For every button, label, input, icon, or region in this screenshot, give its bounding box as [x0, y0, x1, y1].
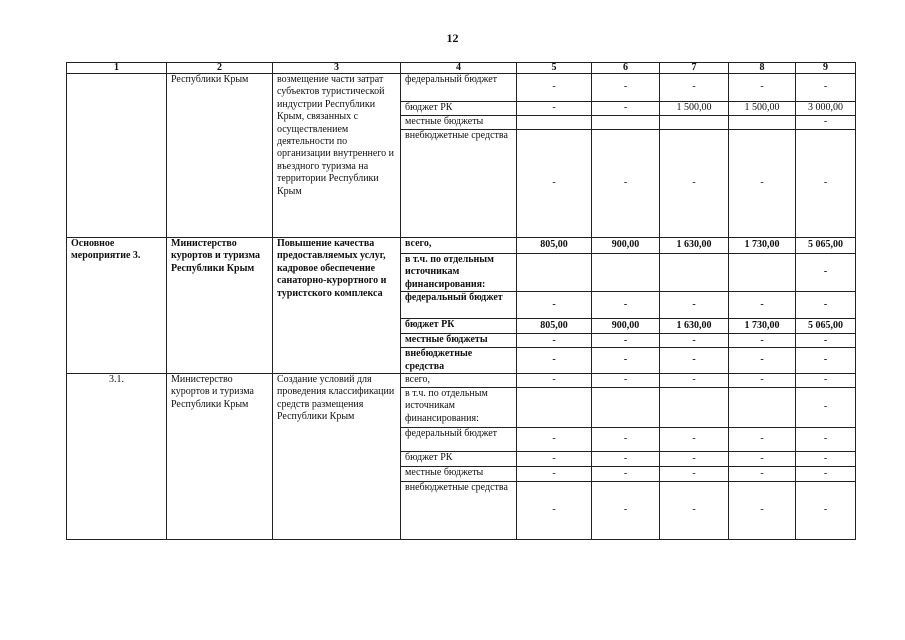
amount-cell: - [796, 292, 856, 319]
amount-cell [517, 254, 592, 292]
amount-cell: - [517, 482, 592, 540]
amount-cell: - [796, 348, 856, 374]
page-number: 12 [446, 31, 459, 45]
amount-cell: 805,00 [517, 319, 592, 334]
amount-cell: - [517, 130, 592, 238]
funding-source-cell: внебюджетные средства [401, 348, 517, 374]
measure-name-cell: возмещение части затрат субъектов туристической индустрии Республики Крым, связанных с осуществлением деятельности по организации внутреннего и въездного туризма на территории Республики Крым [273, 74, 401, 238]
amount-cell: - [660, 348, 729, 374]
amount-cell [592, 116, 660, 130]
amount-cell: - [517, 428, 592, 452]
amount-cell: - [517, 292, 592, 319]
amount-cell [660, 254, 729, 292]
table-row [67, 374, 856, 388]
amount-cell: 805,00 [517, 238, 592, 254]
amount-cell: - [592, 102, 660, 116]
amount-cell: - [660, 452, 729, 467]
amount-cell: - [592, 334, 660, 348]
measure-number-cell: Основное мероприятие 3. [67, 238, 167, 374]
amount-cell: - [592, 348, 660, 374]
amount-cell [592, 254, 660, 292]
amount-cell: 1 500,00 [729, 102, 796, 116]
amount-cell: 1 630,00 [660, 319, 729, 334]
table-row [67, 238, 856, 254]
table-body [67, 63, 856, 540]
amount-cell: - [729, 374, 796, 388]
funding-source-cell: федеральный бюджет [401, 292, 517, 319]
header-cell: 3 [273, 63, 401, 74]
table-row [67, 74, 856, 102]
header-cell: 8 [729, 63, 796, 74]
amount-cell: - [796, 334, 856, 348]
executor-cell: Республики Крым [167, 74, 273, 238]
amount-cell: - [796, 482, 856, 540]
amount-cell: - [517, 348, 592, 374]
measure-name-cell: Создание условий для проведения классификации средств размещения Республики Крым [273, 374, 401, 540]
funding-source-cell: местные бюджеты [401, 334, 517, 348]
amount-cell: - [592, 374, 660, 388]
amount-cell [660, 388, 729, 428]
amount-cell: - [517, 74, 592, 102]
amount-cell: - [729, 130, 796, 238]
header-cell: 9 [796, 63, 856, 74]
amount-cell: - [517, 102, 592, 116]
amount-cell: - [517, 334, 592, 348]
amount-cell: - [517, 467, 592, 482]
amount-cell: - [592, 452, 660, 467]
funding-source-cell: местные бюджеты [401, 467, 517, 482]
executor-cell: Министерство курортов и туризма Республики Крым [167, 238, 273, 374]
funding-source-cell: бюджет РК [401, 102, 517, 116]
amount-cell: - [592, 428, 660, 452]
amount-cell: - [729, 428, 796, 452]
amount-cell: - [796, 116, 856, 130]
funding-source-cell: всего, [401, 374, 517, 388]
funding-source-cell: федеральный бюджет [401, 74, 517, 102]
amount-cell: 1 630,00 [660, 238, 729, 254]
amount-cell: - [796, 467, 856, 482]
amount-cell: - [517, 452, 592, 467]
amount-cell: - [660, 374, 729, 388]
measure-number-cell [67, 74, 167, 238]
amount-cell: 1 500,00 [660, 102, 729, 116]
amount-cell: - [796, 74, 856, 102]
amount-cell: - [660, 482, 729, 540]
funding-table [66, 62, 856, 540]
amount-cell [517, 388, 592, 428]
amount-cell [592, 388, 660, 428]
amount-cell: - [796, 452, 856, 467]
amount-cell: - [796, 374, 856, 388]
amount-cell: - [592, 74, 660, 102]
amount-cell [729, 116, 796, 130]
amount-cell: - [729, 334, 796, 348]
amount-cell: - [796, 428, 856, 452]
amount-cell: - [660, 467, 729, 482]
amount-cell: 5 065,00 [796, 238, 856, 254]
measure-name-cell: Повышение качества предоставляемых услуг, кадровое обеспечение санаторно-курортного и туристского комплекса [273, 238, 401, 374]
header-cell: 2 [167, 63, 273, 74]
funding-source-cell: бюджет РК [401, 319, 517, 334]
amount-cell: - [729, 467, 796, 482]
amount-cell: - [592, 130, 660, 238]
header-cell: 6 [592, 63, 660, 74]
header-cell: 1 [67, 63, 167, 74]
funding-source-cell: в т.ч. по отдельным источникам финансирования: [401, 254, 517, 292]
amount-cell: - [729, 292, 796, 319]
amount-cell: - [660, 334, 729, 348]
amount-cell [729, 388, 796, 428]
amount-cell: - [729, 482, 796, 540]
amount-cell: - [592, 292, 660, 319]
funding-source-cell: местные бюджеты [401, 116, 517, 130]
amount-cell [660, 116, 729, 130]
funding-source-cell: бюджет РК [401, 452, 517, 467]
amount-cell: 1 730,00 [729, 238, 796, 254]
funding-source-cell: внебюджетные средства [401, 482, 517, 540]
header-cell: 5 [517, 63, 592, 74]
header-cell: 4 [401, 63, 517, 74]
amount-cell: 3 000,00 [796, 102, 856, 116]
amount-cell: - [660, 74, 729, 102]
funding-source-cell: в т.ч. по отдельным источникам финансирования: [401, 388, 517, 428]
amount-cell: - [729, 452, 796, 467]
executor-cell: Министерство курортов и туризма Республики Крым [167, 374, 273, 540]
header-row [67, 63, 856, 74]
amount-cell: 900,00 [592, 319, 660, 334]
amount-cell: - [592, 482, 660, 540]
amount-cell [517, 116, 592, 130]
amount-cell: - [660, 428, 729, 452]
amount-cell: - [729, 348, 796, 374]
amount-cell: - [660, 292, 729, 319]
funding-source-cell: внебюджетные средства [401, 130, 517, 238]
amount-cell: - [796, 130, 856, 238]
funding-source-cell: всего, [401, 238, 517, 254]
amount-cell: - [796, 254, 856, 292]
measure-number-cell: 3.1. [67, 374, 167, 540]
amount-cell: 5 065,00 [796, 319, 856, 334]
amount-cell: - [660, 130, 729, 238]
amount-cell [729, 254, 796, 292]
amount-cell: - [517, 374, 592, 388]
amount-cell: - [796, 388, 856, 428]
amount-cell: - [729, 74, 796, 102]
amount-cell: 900,00 [592, 238, 660, 254]
amount-cell: 1 730,00 [729, 319, 796, 334]
funding-source-cell: федеральный бюджет [401, 428, 517, 452]
header-cell: 7 [660, 63, 729, 74]
amount-cell: - [592, 467, 660, 482]
